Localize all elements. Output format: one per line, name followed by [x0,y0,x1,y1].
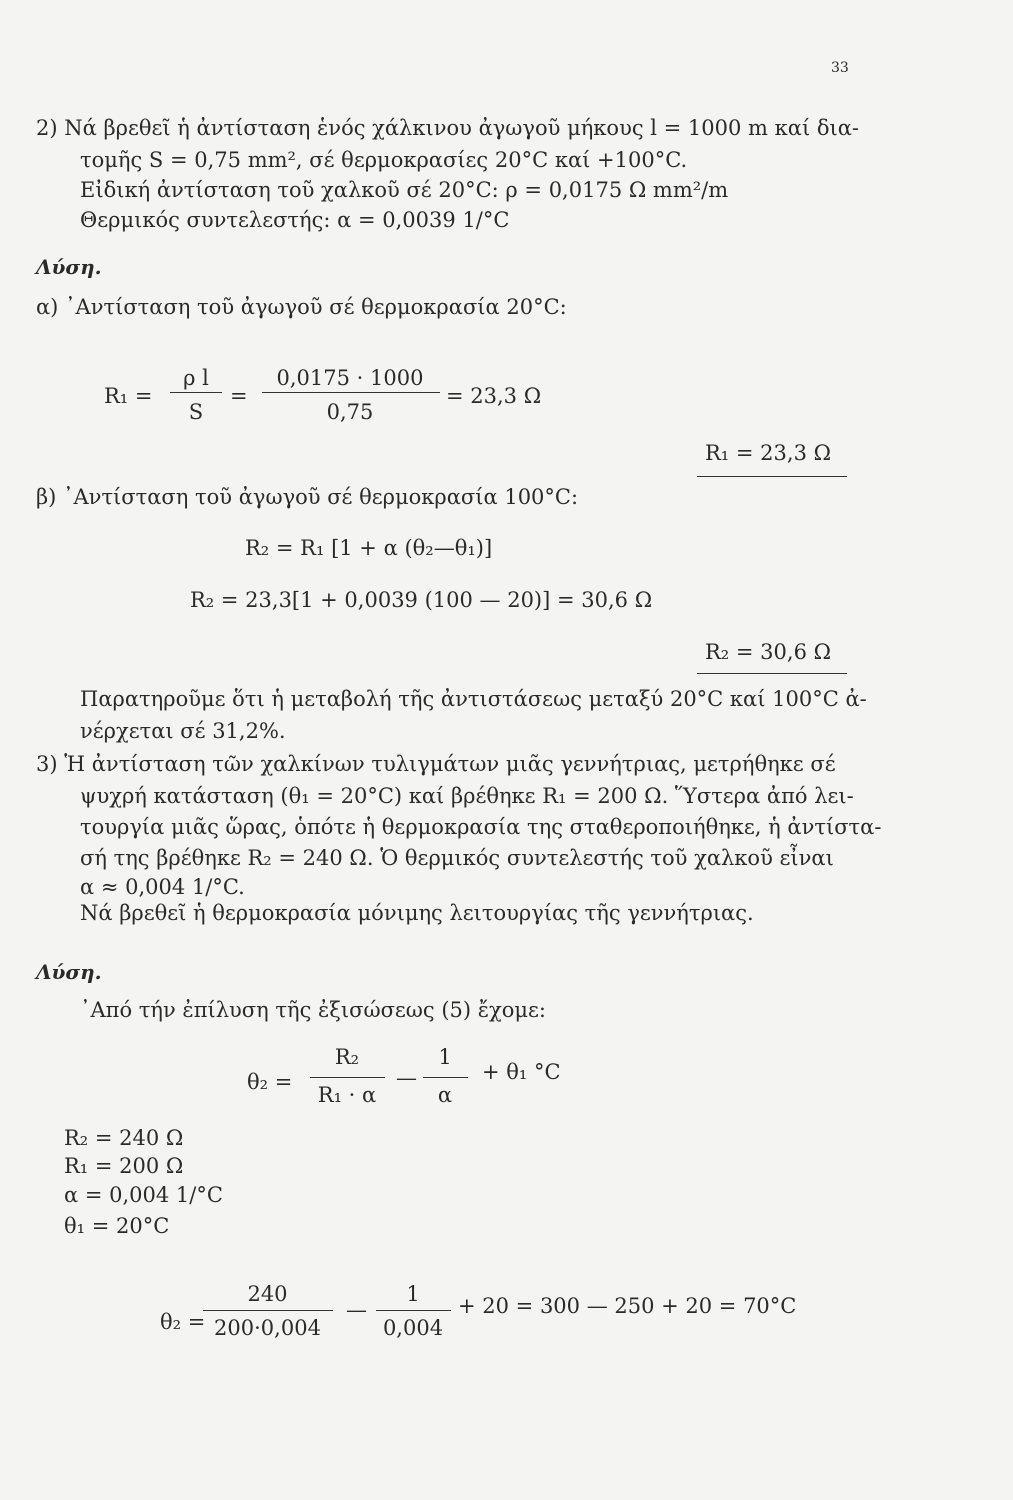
eq5-minus: — [346,1298,367,1322]
problem2-line-1: 2) Νά βρεθεῖ ἡ ἀντίσταση ἑνός χάλκινου ἀγωγοῦ μήκους l = 1000 m καί δια- [36,116,860,140]
eq5-den1: 200·0,004 [214,1316,321,1340]
eq4-bar2 [423,1077,468,1078]
eq4-num1: R₂ [334,1045,360,1069]
eq1-num2: 0,0175 · 1000 [276,366,424,390]
eq1-den1: S [188,400,204,424]
eq4-rhs: + θ₁ °C [482,1060,561,1084]
eq1-eqsign: = [230,384,248,408]
result-r2: R₂ = 30,6 Ω [705,640,832,664]
problem2-line-4: Θερμικός συντελεστής: α = 0,0039 1/°C [80,208,510,232]
eq4-den2: α [437,1083,453,1107]
eq4-den1: R₁ · α [317,1083,377,1107]
given-alpha: α = 0,004 1/°C [64,1183,223,1207]
part-b-heading: β) ᾿Αντίσταση τοῦ ἀγωγοῦ σέ θερμοκρασία 100°C: [36,485,579,509]
eq5-den2: 0,004 [382,1316,444,1340]
eq4-bar1 [310,1077,385,1078]
eq5-num2: 1 [406,1282,420,1306]
problem3-line-1: 3) Ἡ ἀντίσταση τῶν χαλκίνων τυλιγμάτων μιᾶς γεννήτριας, μετρήθηκε σέ [36,752,836,776]
eq1-num1: ρ l [183,366,209,390]
eq5-bar1 [203,1310,333,1311]
problem2-line-3: Εἰδική ἀντίσταση τοῦ χαλκοῦ σέ 20°C: ρ = 0,0175 Ω mm²/m [80,178,729,202]
eq4-lhs: θ₂ = [247,1070,293,1094]
equation-r2-formula: R₂ = R₁ [1 + α (θ₂—θ₁)] [245,536,493,560]
problem3-line-3: τουργία μιᾶς ὥρας, ὁπότε ἡ θερμοκρασία της σταθεροποιήθηκε, ἡ ἀντίστα- [80,815,882,839]
equation-r2-calc: R₂ = 23,3[1 + 0,0039 (100 — 20)] = 30,6 Ω [190,588,653,612]
problem3-line-2: ψυχρή κατάσταση (θ₁ = 20°C) καί βρέθηκε R₁ = 200 Ω. Ὕστερα ἀπό λει- [80,784,854,808]
solution-label: Λύση. [36,255,102,279]
eq4-minus: — [396,1066,417,1090]
eq5-bar2 [376,1310,451,1311]
problem3-line-4: σή της βρέθηκε R₂ = 240 Ω. Ὁ θερμικός συντελεστής τοῦ χαλκοῦ εἶναι [80,846,834,870]
note-line-1: Παρατηροῦμε ὅτι ἡ μεταβολή τῆς ἀντιστάσεως μεταξύ 20°C καί 100°C ἀ- [80,687,867,711]
result-r1-underline [697,476,847,477]
problem3-line-6: Νά βρεθεῖ ἡ θερμοκρασία μόνιμης λειτουργίας τῆς γεννήτριας. [80,901,754,925]
problem2-line-2: τομῆς S = 0,75 mm², σέ θερμοκρασίες 20°C καί +100°C. [80,148,688,172]
given-r2: R₂ = 240 Ω [64,1126,184,1150]
eq1-bar1 [170,392,222,393]
eq5-lhs: θ₂ = [160,1310,206,1334]
eq5-num1: 240 [247,1282,288,1306]
eq1-lhs: R₁ = [104,384,153,408]
given-theta1: θ₁ = 20°C [64,1214,170,1238]
page-number: 33 [831,60,849,76]
given-r1: R₁ = 200 Ω [64,1154,184,1178]
note-line-2: νέρχεται σέ 31,2%. [80,719,286,743]
part-a-heading: α) ᾿Αντίσταση τοῦ ἀγωγοῦ σέ θερμοκρασία 20°C: [36,295,567,319]
result-r2-underline [697,673,847,674]
solution-label-2: Λύση. [36,960,102,984]
eq1-rhs: = 23,3 Ω [446,384,542,408]
solution-intro: ᾿Από τήν ἐπίλυση τῆς ἐξισώσεως (5) ἔχομε: [80,998,546,1022]
result-r1: R₁ = 23,3 Ω [705,441,832,465]
eq1-bar2 [262,392,440,393]
eq5-rhs: + 20 = 300 — 250 + 20 = 70°C [458,1294,797,1318]
problem3-line-5: α ≈ 0,004 1/°C. [80,875,245,899]
eq1-den2: 0,75 [326,400,374,424]
eq4-num2: 1 [438,1045,452,1069]
